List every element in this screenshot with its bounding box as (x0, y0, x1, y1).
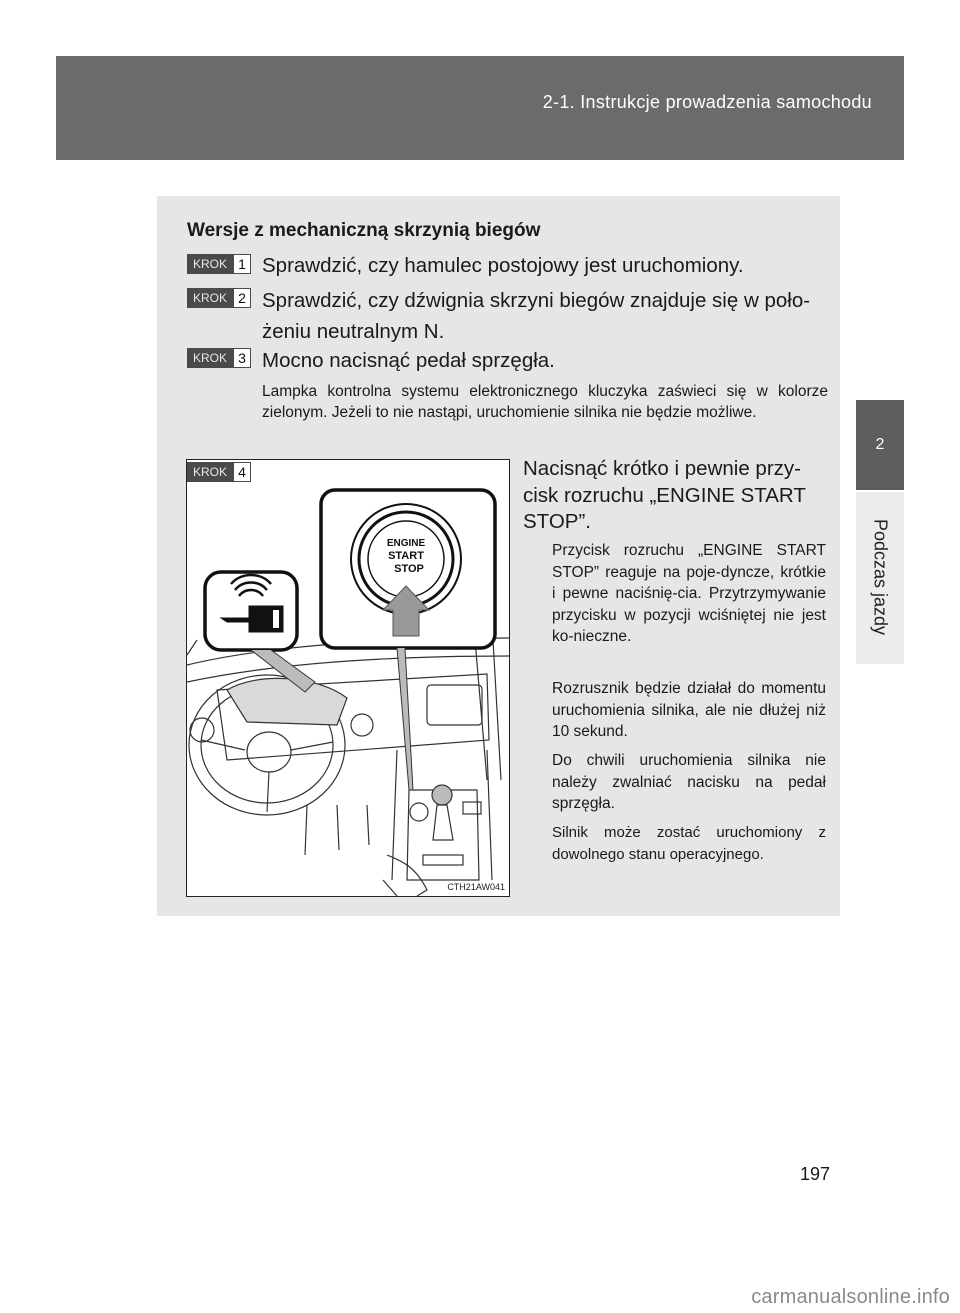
button-label-start: START (388, 550, 424, 562)
chapter-tab-number[interactable]: 2 (856, 400, 904, 490)
step-4-note-1: Przycisk rozruchu „ENGINE START STOP” reaguje na poje-dyncze, krótkie i pewne naciśnię-cia. Przytrzymywanie przycisku w pozycji wciśniętej nie jest ko-nieczne. (552, 542, 826, 645)
step-badge-3 (187, 348, 251, 368)
page-number: 197 (800, 1164, 831, 1184)
page-header (56, 56, 904, 160)
dashboard-drawing (187, 460, 509, 896)
figure-code: CTH21AW041 (447, 882, 505, 892)
step-word: KROK (187, 254, 233, 274)
step-1-text: Sprawdzić, czy hamulec postojowy jest uruchomiony. (262, 254, 744, 277)
step-number: 1 (233, 254, 251, 274)
step-badge-1 (187, 254, 251, 274)
chapter-tab-label: Podczas jazdy (870, 518, 891, 636)
step-badge-4 (187, 462, 251, 482)
step-word: KROK (187, 288, 233, 308)
step-3-note: Lampka kontrolna systemu elektronicznego kluczyka zaświeci się w kolorze zielonym. Jeżeli to nie nastąpi, uruchomienie silnika nie będzie możliwe. (262, 383, 828, 421)
step-number: 3 (233, 348, 251, 368)
button-label-engine: ENGINE (386, 538, 426, 549)
step-4-text: Nacisnąć krótko i pewnie przy-cisk rozruchu „ENGINE START STOP”. (523, 457, 806, 533)
header-title: 2-1. Instrukcje prowadzenia samochodu (542, 92, 872, 112)
step-number: 2 (233, 288, 251, 308)
step-word: KROK (187, 462, 233, 482)
step-badge-2 (187, 288, 251, 308)
step-4-note-3: Do chwili uruchomienia silnika nie należy zwalniać nacisku na pedał sprzęgła. (552, 752, 826, 812)
step-4-note-4: Silnik może zostać uruchomiony z dowolnego stanu operacyjnego. (552, 824, 826, 863)
step-2-text: Sprawdzić, czy dźwignia skrzyni biegów znajduje się w poło-żeniu neutralnym N. (262, 289, 811, 343)
step-number: 4 (233, 462, 251, 482)
section-title: Wersje z mechaniczną skrzynią biegów (187, 220, 541, 241)
engine-start-illustration (186, 459, 510, 897)
step-3-text: Mocno nacisnąć pedał sprzęgła. (262, 349, 555, 372)
watermark-text: carmanualsonline.info (751, 1286, 950, 1308)
button-label-stop: STOP (394, 563, 424, 575)
step-word: KROK (187, 348, 233, 368)
step-4-note-2: Rozrusznik będzie działał do momentu uruchomienia silnika, ale nie dłużej niż 10 sekund. (552, 680, 826, 740)
